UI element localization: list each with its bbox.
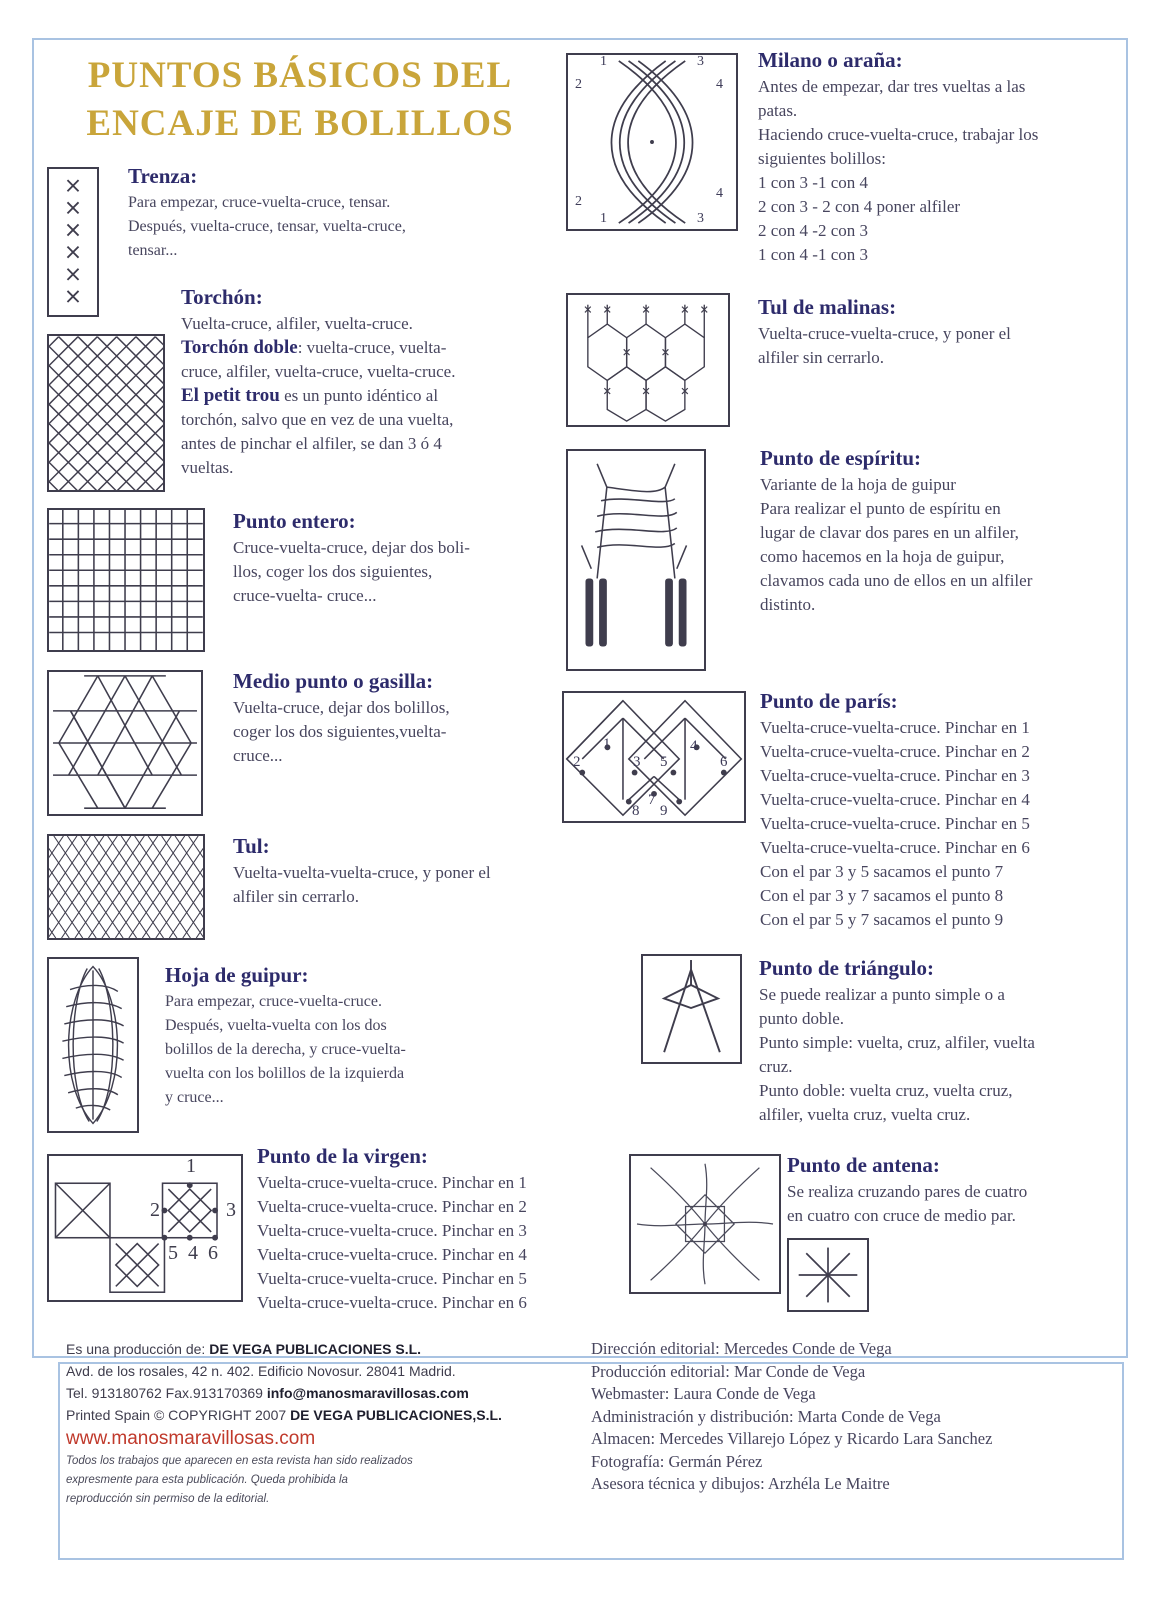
paris-label-6: 6 — [720, 754, 728, 770]
milano-label-3-top: 3 — [697, 54, 704, 69]
espiritu-diagram — [568, 451, 704, 669]
punto-paris-step-7: Con el par 3 y 5 sacamos el punto 7 — [760, 862, 1004, 881]
punto-paris-step-5: Vuelta-cruce-vuelta-cruce. Pinchar en 5 — [760, 814, 1030, 833]
section-milano — [758, 47, 1038, 267]
tul-diagram — [49, 836, 203, 938]
punto-virgen-title: Punto de la virgen: — [257, 1144, 428, 1168]
espiritu-title: Punto de espíritu: — [760, 446, 922, 470]
section-medio-punto — [233, 668, 450, 768]
tul-malinas-figure — [566, 293, 730, 427]
page-title — [60, 52, 540, 148]
milano-text-2: patas. — [758, 101, 798, 120]
virgen-label-1: 1 — [186, 1155, 196, 1177]
credit-direccion: Dirección editorial: Mercedes Conde de Vega — [591, 1339, 892, 1358]
petit-trou-line — [181, 384, 455, 408]
section-punto-paris — [760, 688, 1030, 932]
footer-phone: Tel. 913180762 Fax.913170369 — [66, 1385, 267, 1401]
virgen-label-6: 6 — [208, 1242, 218, 1264]
section-torchon — [181, 284, 455, 480]
tul-malinas-title: Tul de malinas: — [758, 295, 897, 319]
punto-paris-step-8: Con el par 3 y 7 sacamos el punto 8 — [760, 886, 1004, 905]
tul-malinas-text-1: Vuelta-cruce-vuelta-cruce, y poner el — [758, 324, 1011, 343]
footer-disclaimer-1: Todos los trabajos que aparecen en esta revista han sido realizados — [66, 1455, 413, 1467]
footer-prod-label: Es una producción de: — [66, 1341, 210, 1357]
medio-punto-diagram — [49, 672, 201, 814]
torchon-diagram — [49, 336, 163, 490]
triangulo-text-4: cruz. — [759, 1057, 793, 1076]
torchon-title: Torchón: — [181, 285, 263, 309]
credit-almacen: Almacen: Mercedes Villarejo López y Ricardo Lara Sanchez — [591, 1429, 993, 1448]
paris-label-2: 2 — [573, 754, 581, 770]
petit-trou-text-3: antes de pinchar el alfiler, se dan 3 ó 4 — [181, 434, 442, 453]
antena-figure — [629, 1154, 781, 1294]
section-antena — [787, 1152, 1027, 1228]
trenza-text-3: tensar... — [128, 242, 178, 259]
footer-website-link[interactable]: www.manosmaravillosas.com — [66, 1428, 316, 1449]
punto-virgen-step-6: Vuelta-cruce-vuelta-cruce. Pinchar en 6 — [257, 1293, 527, 1312]
espiritu-text-4: como hacemos en la hoja de guipur, — [760, 547, 1005, 566]
medio-punto-title: Medio punto o gasilla: — [233, 669, 434, 693]
paris-label-8: 8 — [632, 803, 640, 819]
petit-trou-text: es un punto idéntico al — [279, 386, 439, 405]
page-title-line-1: PUNTOS BÁSICOS DEL — [87, 55, 513, 96]
milano-figure — [566, 53, 738, 231]
punto-virgen-step-3: Vuelta-cruce-vuelta-cruce. Pinchar en 3 — [257, 1221, 527, 1240]
milano-label-3-bottom: 3 — [697, 211, 704, 226]
footer-production-line — [66, 1338, 566, 1360]
espiritu-text-3: lugar de clavar dos pares en un alfiler, — [760, 523, 1019, 542]
espiritu-text-2: Para realizar el punto de espíritu en — [760, 499, 1001, 518]
antena-text-1: Se realiza cruzando pares de cuatro — [787, 1182, 1028, 1201]
section-punto-entero — [233, 508, 470, 608]
hoja-guipur-figure — [47, 957, 139, 1133]
paris-label-5: 5 — [660, 754, 668, 770]
milano-label-4-top: 4 — [716, 77, 723, 92]
torchon-doble-label: Torchón doble — [181, 337, 298, 358]
espiritu-text-6: distinto. — [760, 595, 816, 614]
milano-step-1: 1 con 3 -1 con 4 — [758, 173, 869, 192]
tul-malinas-diagram — [568, 295, 728, 425]
footer-copyright-name: DE VEGA PUBLICACIONES,S.L. — [290, 1407, 502, 1423]
punto-virgen-step-2: Vuelta-cruce-vuelta-cruce. Pinchar en 2 — [257, 1197, 527, 1216]
footer-disclaimer-3: reproducción sin permiso de la editorial. — [66, 1493, 270, 1505]
punto-entero-text-3: cruce-vuelta- cruce... — [233, 586, 377, 605]
antena-diagram — [631, 1156, 779, 1292]
triangulo-text-3: Punto simple: vuelta, cruz, alfiler, vuelta — [759, 1033, 1035, 1052]
punto-paris-step-9: Con el par 5 y 7 sacamos el punto 9 — [760, 910, 1004, 929]
punto-virgen-step-1: Vuelta-cruce-vuelta-cruce. Pinchar en 1 — [257, 1173, 527, 1192]
credit-administracion: Administración y distribución: Marta Conde de Vega — [591, 1406, 941, 1426]
footer-address: Avd. de los rosales, 42 n. 402. Edificio Novosur. 28041 Madrid. — [66, 1363, 456, 1379]
espiritu-figure — [566, 449, 706, 671]
punto-paris-step-2: Vuelta-cruce-vuelta-cruce. Pinchar en 2 — [760, 742, 1030, 761]
torchon-figure — [47, 334, 165, 492]
torchon-doble-text-2: cruce, alfiler, vuelta-cruce, vuelta-cruce. — [181, 362, 456, 381]
punto-virgen-diagram — [49, 1156, 241, 1300]
credit-produccion: Producción editorial: Mar Conde de Vega — [591, 1361, 866, 1381]
medio-punto-text-2: coger los dos siguientes,vuelta- — [233, 722, 447, 741]
milano-text-3: Haciendo cruce-vuelta-cruce, trabajar los — [758, 125, 1039, 144]
milano-text-4: siguientes bolillos: — [758, 149, 886, 168]
milano-label-2-top: 2 — [575, 77, 582, 92]
paris-label-1: 1 — [603, 736, 611, 752]
torchon-doble-line — [181, 336, 455, 360]
hoja-guipur-diagram — [49, 959, 137, 1131]
milano-step-4: 1 con 4 -1 con 3 — [758, 245, 869, 264]
punto-entero-diagram — [49, 510, 203, 650]
footer-credits — [591, 1338, 1111, 1496]
milano-diagram — [568, 55, 736, 229]
section-tul-malinas — [758, 294, 1011, 370]
footer-publisher — [66, 1338, 566, 1509]
tul-text-1: Vuelta-vuelta-vuelta-cruce, y poner el — [233, 863, 491, 882]
torchon-doble-text: : vuelta-cruce, vuelta- — [297, 338, 447, 357]
hoja-guipur-text-1: Para empezar, cruce-vuelta-cruce. — [165, 993, 382, 1010]
section-espiritu — [760, 445, 1032, 617]
footer-email-link[interactable]: info@manosmaravillosas.com — [266, 1385, 469, 1401]
section-trenza — [128, 163, 406, 263]
medio-punto-text-3: cruce... — [233, 746, 283, 765]
punto-paris-title: Punto de parís: — [760, 689, 898, 713]
milano-label-2-bottom: 2 — [575, 194, 582, 209]
petit-trou-text-2: torchón, salvo que en vez de una vuelta, — [181, 410, 454, 429]
punto-entero-figure — [47, 508, 205, 652]
trenza-text-1: Para empezar, cruce-vuelta-cruce, tensar. — [128, 194, 391, 211]
footer-disclaimer-2: expresmente para esta publicación. Queda prohibida la — [66, 1474, 348, 1486]
tul-title: Tul: — [233, 834, 270, 858]
torchon-text-1: Vuelta-cruce, alfiler, vuelta-cruce. — [181, 314, 413, 333]
credit-asesora: Asesora técnica y dibujos: Arzhéla Le Maitre — [591, 1474, 890, 1493]
punto-virgen-step-5: Vuelta-cruce-vuelta-cruce. Pinchar en 5 — [257, 1269, 527, 1288]
tul-malinas-text-2: alfiler sin cerrarlo. — [758, 348, 885, 367]
section-tul — [233, 833, 491, 909]
hoja-guipur-title: Hoja de guipur: — [165, 963, 309, 987]
hoja-guipur-text-2: Después, vuelta-vuelta con los dos — [165, 1017, 387, 1034]
credit-webmaster: Webmaster: Laura Conde de Vega — [591, 1384, 816, 1403]
tul-text-2: alfiler sin cerrarlo. — [233, 887, 360, 906]
triangulo-text-1: Se puede realizar a punto simple o a — [759, 985, 1005, 1004]
punto-entero-text-1: Cruce-vuelta-cruce, dejar dos boli- — [233, 538, 470, 557]
footer-prod-name: DE VEGA PUBLICACIONES S.L. — [209, 1341, 422, 1357]
hoja-guipur-text-3: bolillos de la derecha, y cruce-vuelta- — [165, 1041, 406, 1058]
section-hoja-guipur — [165, 962, 406, 1110]
antena-title: Punto de antena: — [787, 1153, 940, 1177]
tul-figure — [47, 834, 205, 940]
virgen-label-3: 3 — [226, 1199, 236, 1221]
footer-contact-line — [66, 1382, 566, 1404]
virgen-label-2: 2 — [150, 1199, 160, 1221]
hoja-guipur-text-4: vuelta con los bolillos de la izquierda — [165, 1065, 405, 1082]
punto-paris-step-1: Vuelta-cruce-vuelta-cruce. Pinchar en 1 — [760, 718, 1030, 737]
triangulo-figure — [641, 954, 742, 1064]
section-triangulo — [759, 955, 1035, 1127]
trenza-figure — [47, 167, 99, 317]
petit-trou-text-4: vueltas. — [181, 458, 234, 477]
triangulo-title: Punto de triángulo: — [759, 956, 935, 980]
medio-punto-figure — [47, 670, 203, 816]
trenza-title: Trenza: — [128, 164, 198, 188]
punto-paris-step-4: Vuelta-cruce-vuelta-cruce. Pinchar en 4 — [760, 790, 1030, 809]
milano-label-1-top: 1 — [600, 54, 607, 69]
milano-text-1: Antes de empezar, dar tres vueltas a las — [758, 77, 1026, 96]
paris-label-7: 7 — [648, 792, 656, 808]
virgen-label-5: 5 — [168, 1242, 178, 1264]
milano-label-1-bottom: 1 — [600, 211, 607, 226]
paris-label-3: 3 — [633, 754, 641, 770]
milano-step-2: 2 con 3 - 2 con 4 poner alfiler — [758, 197, 961, 216]
milano-title: Milano o araña: — [758, 48, 903, 72]
punto-paris-step-3: Vuelta-cruce-vuelta-cruce. Pinchar en 3 — [760, 766, 1030, 785]
triangulo-text-6: alfiler, vuelta cruz, vuelta cruz. — [759, 1105, 971, 1124]
paris-label-4: 4 — [690, 738, 698, 754]
petit-trou-label: El petit trou — [181, 385, 280, 406]
punto-virgen-figure — [47, 1154, 243, 1302]
footer-copyright-label: Printed Spain © COPYRIGHT 2007 — [66, 1407, 291, 1423]
antena-star-diagram — [789, 1240, 867, 1310]
milano-step-3: 2 con 4 -2 con 3 — [758, 221, 869, 240]
credit-fotografia: Fotografía: Germán Pérez — [591, 1451, 763, 1471]
paris-label-9: 9 — [660, 803, 668, 819]
espiritu-text-5: clavamos cada uno de ellos en un alfiler — [760, 571, 1033, 590]
triangulo-text-5: Punto doble: vuelta cruz, vuelta cruz, — [759, 1081, 1013, 1100]
hoja-guipur-text-5: y cruce... — [165, 1089, 224, 1106]
triangulo-text-2: punto doble. — [759, 1009, 844, 1028]
medio-punto-text-1: Vuelta-cruce, dejar dos bolillos, — [233, 698, 450, 717]
punto-entero-text-2: llos, coger los dos siguientes, — [233, 562, 433, 581]
punto-paris-step-6: Vuelta-cruce-vuelta-cruce. Pinchar en 6 — [760, 838, 1030, 857]
page-title-line-2: ENCAJE DE BOLILLOS — [86, 103, 514, 144]
milano-label-4-bottom: 4 — [716, 186, 723, 201]
trenza-diagram — [49, 169, 97, 315]
triangulo-diagram — [643, 956, 740, 1062]
trenza-text-2: Después, vuelta-cruce, tensar, vuelta-cruce, — [128, 218, 406, 235]
punto-virgen-step-4: Vuelta-cruce-vuelta-cruce. Pinchar en 4 — [257, 1245, 527, 1264]
footer-copyright-line — [66, 1404, 566, 1426]
espiritu-text-1: Variante de la hoja de guipur — [760, 475, 956, 494]
section-punto-virgen — [257, 1143, 527, 1315]
antena-text-2: en cuatro con cruce de medio par. — [787, 1206, 1016, 1225]
antena-star-figure — [787, 1238, 869, 1312]
virgen-label-4: 4 — [188, 1242, 198, 1264]
punto-entero-title: Punto entero: — [233, 509, 356, 533]
